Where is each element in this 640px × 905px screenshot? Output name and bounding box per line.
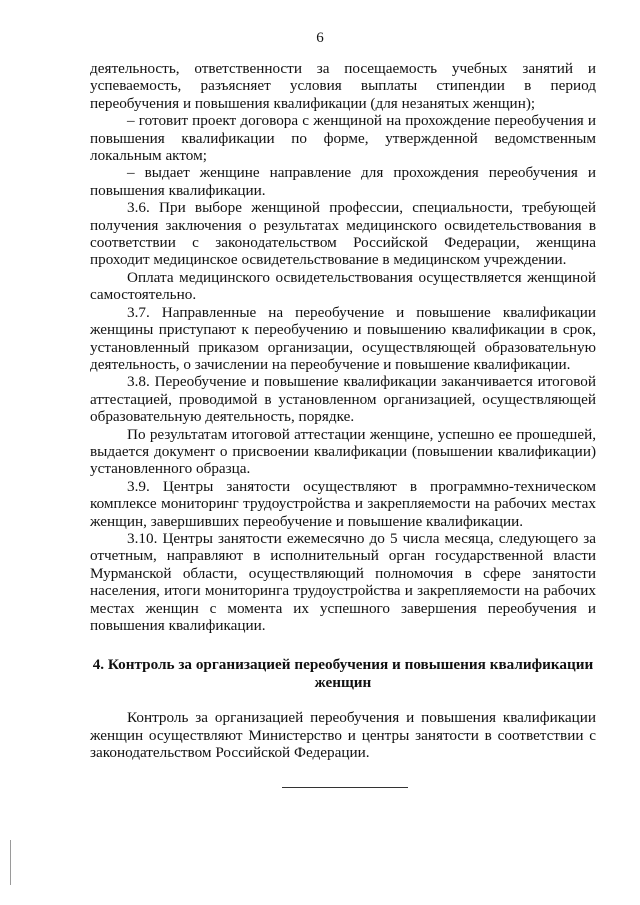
paragraph-section-4: Контроль за организацией переобучения и повышения квалификации женщин осуществляют Министерство и центры занятости в соответствии с законодательством Российской Федерации. [90,709,596,762]
scan-margin-mark [10,840,11,885]
paragraph-attestation-document: По результатам итоговой аттестации женщине, успешно ее прошедшей, выдается документ о присвоении квалификации (повышении квалификации) установленного образца. [90,425,596,478]
paragraph-contract-draft: – готовит проект договора с женщиной на прохождение переобучения и повышения квалификации по форме, утвержденной ведомственным локальным актом; [90,112,596,165]
paragraph-medical-payment: Оплата медицинского освидетельствования осуществляется женщиной самостоятельно. [90,268,596,304]
paragraph-3-6: 3.6. При выборе женщиной профессии, специальности, требующей получения заключения о результатах медицинского освидетельствования в соответствии с законодательством Российской Федерации, женщина проходит медицинское освидетельствование в медицинском учреждении. [90,199,596,269]
paragraph-referral: – выдает женщине направление для прохождения переобучения и повышения квалификации. [90,164,596,199]
paragraph-3-9: 3.9. Центры занятости осуществляют в программно-техническом комплексе мониторинг трудоустройства и закрепляемости на рабочих местах женщин, завершивших переобучение и повышение квалификации. [90,477,596,530]
paragraph-3-10: 3.10. Центры занятости ежемесячно до 5 числа месяца, следующего за отчетным, направляют в исполнительный орган государственной власти Мурманской области, осуществляющий полномочия в сфере занятости населения, итоги мониторинга трудоустройства и закрепляемости на рабочих местах женщин с момента их успешного завершения переобучения и повышения квалификации. [90,529,596,634]
document-body [90,60,596,761]
paragraph-3-7: 3.7. Направленные на переобучение и повышение квалификации женщины приступают к переобучению и повышению квалификации в срок, установленный приказом организации, осуществляющей образовательную деятельность, о зачислении на переобучение и повышение квалификации. [90,303,596,373]
closing-rule [282,787,408,788]
section-4-heading: 4. Контроль за организацией переобучения и повышения квалификации женщин [92,656,594,691]
paragraph-continuation: деятельность, ответственности за посещаемость учебных занятий и успеваемость, разъясняет условия выплаты стипендии в период переобучения и повышения квалификации (для незанятых женщин); [90,60,596,112]
page-number: 6 [316,30,324,46]
section-gap [90,691,596,709]
paragraph-3-8: 3.8. Переобучение и повышение квалификации заканчивается итоговой аттестацией, проводимой в установленном организацией, осуществляющей образовательную деятельность, порядке. [90,373,596,426]
